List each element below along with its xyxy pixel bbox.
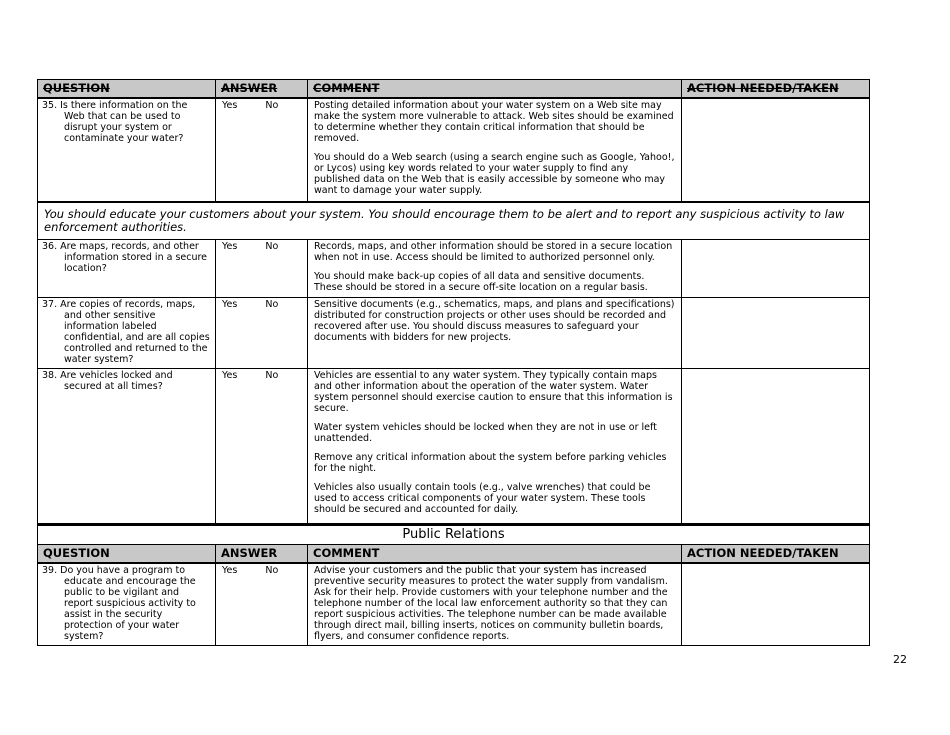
- answer-yes[interactable]: Yes: [222, 565, 238, 576]
- answer-cell[interactable]: [216, 98, 308, 202]
- action-cell[interactable]: [682, 563, 870, 645]
- action-cell[interactable]: [682, 98, 870, 202]
- comment-paragraph: Remove any critical information about the system before parking vehicles for the night.: [314, 452, 667, 474]
- comment-cell: [308, 369, 682, 525]
- comment-paragraph: Advise your customers and the public that your system has increased preventive security measures to protect the water supply from vandalism. Ask for their help. Provide customers with your telephone number and the telephone number of the local law enforcement authority so that they can report suspicious activities. The telephone number can be made available through direct mail, billing inserts, notices on community bulletin boards, flyers, and consumer confidence reports.: [314, 565, 668, 642]
- answer-yes[interactable]: Yes: [222, 100, 238, 111]
- checklist-table-wrapper: [37, 79, 869, 646]
- question-cell: 35. Is there information on the Web that can be used to disrupt your system or contaminate your water?: [38, 98, 216, 202]
- comment-paragraph: Vehicles are essential to any water system. They typically contain maps and other information about the operation of the water system. Water system personnel should exercise caution to ensure that this information is secure.: [314, 370, 673, 414]
- comment-paragraph: Posting detailed information about your water system on a Web site may make the system more vulnerable to attack. Web sites should be examined to determine whether they contain critical information that should be removed.: [314, 100, 674, 144]
- header-comment: COMMENT: [308, 545, 682, 564]
- header-comment: COMMENT: [308, 80, 682, 99]
- header-answer: ANSWER: [216, 80, 308, 99]
- table-row: [38, 369, 870, 525]
- comment-paragraph: Vehicles also usually contain tools (e.g., valve wrenches) that could be used to access critical components of your water system. These tools should be secured and accounted for daily.: [314, 482, 651, 515]
- section-row: [38, 525, 870, 545]
- note-row: [38, 202, 870, 240]
- answer-yes[interactable]: Yes: [222, 299, 238, 310]
- checklist-table: [37, 79, 870, 646]
- answer-no[interactable]: No: [265, 370, 279, 381]
- comment-cell: [308, 298, 682, 369]
- table-row: [38, 240, 870, 298]
- page-number: 22: [893, 653, 907, 666]
- answer-cell[interactable]: [216, 369, 308, 525]
- comment-paragraph: You should do a Web search (using a search engine such as Google, Yahoo!, or Lycos) using key words related to your water supply to find any published data on the Web that is easily accessible by someone who may want to damage your water supply.: [314, 152, 675, 196]
- question-cell: 37. Are copies of records, maps, and other sensitive information labeled confidential, and are all copies controlled and returned to the water system?: [38, 298, 216, 369]
- answer-no[interactable]: No: [265, 565, 279, 576]
- header-question: QUESTION: [38, 545, 216, 564]
- header-question: QUESTION: [38, 80, 216, 99]
- header-action: ACTION NEEDED/TAKEN: [682, 545, 870, 564]
- comment-cell: [308, 240, 682, 298]
- comment-paragraph: Records, maps, and other information should be stored in a secure location when not in use. Access should be limited to authorized personnel only.: [314, 241, 673, 263]
- answer-cell[interactable]: [216, 298, 308, 369]
- header-action: ACTION NEEDED/TAKEN: [682, 80, 870, 99]
- action-cell[interactable]: [682, 240, 870, 298]
- header-row: [38, 80, 870, 99]
- question-cell: 36. Are maps, records, and other information stored in a secure location?: [38, 240, 216, 298]
- table-row: [38, 98, 870, 202]
- answer-yes[interactable]: Yes: [222, 370, 238, 381]
- question-cell: 39. Do you have a program to educate and encourage the public to be vigilant and report suspicious activity to assist in the security protection of your water system?: [38, 563, 216, 645]
- note-text: You should educate your customers about your system. You should encourage them to be alert and to report any suspicious activity to law enforcement authorities.: [38, 202, 870, 240]
- action-cell[interactable]: [682, 298, 870, 369]
- answer-no[interactable]: No: [265, 241, 279, 252]
- comment-paragraph: You should make back-up copies of all data and sensitive documents. These should be stored in a secure off-site location on a regular basis.: [314, 271, 648, 293]
- comment-paragraph: Water system vehicles should be locked when they are not in use or left unattended.: [314, 422, 657, 444]
- table-row: [38, 298, 870, 369]
- answer-cell[interactable]: [216, 240, 308, 298]
- header-row: [38, 545, 870, 564]
- answer-no[interactable]: No: [265, 299, 279, 310]
- question-cell: 38. Are vehicles locked and secured at all times?: [38, 369, 216, 525]
- answer-no[interactable]: No: [265, 100, 279, 111]
- section-title: Public Relations: [38, 525, 870, 545]
- comment-paragraph: Sensitive documents (e.g., schematics, maps, and plans and specifications) distributed for construction projects or other uses should be recorded and recovered after use. You should discuss measures to safeguard your documents with bidders for new projects.: [314, 299, 675, 343]
- table-row: [38, 563, 870, 645]
- answer-cell[interactable]: [216, 563, 308, 645]
- action-cell[interactable]: [682, 369, 870, 525]
- comment-cell: [308, 98, 682, 202]
- answer-yes[interactable]: Yes: [222, 241, 238, 252]
- comment-cell: [308, 563, 682, 645]
- header-answer: ANSWER: [216, 545, 308, 564]
